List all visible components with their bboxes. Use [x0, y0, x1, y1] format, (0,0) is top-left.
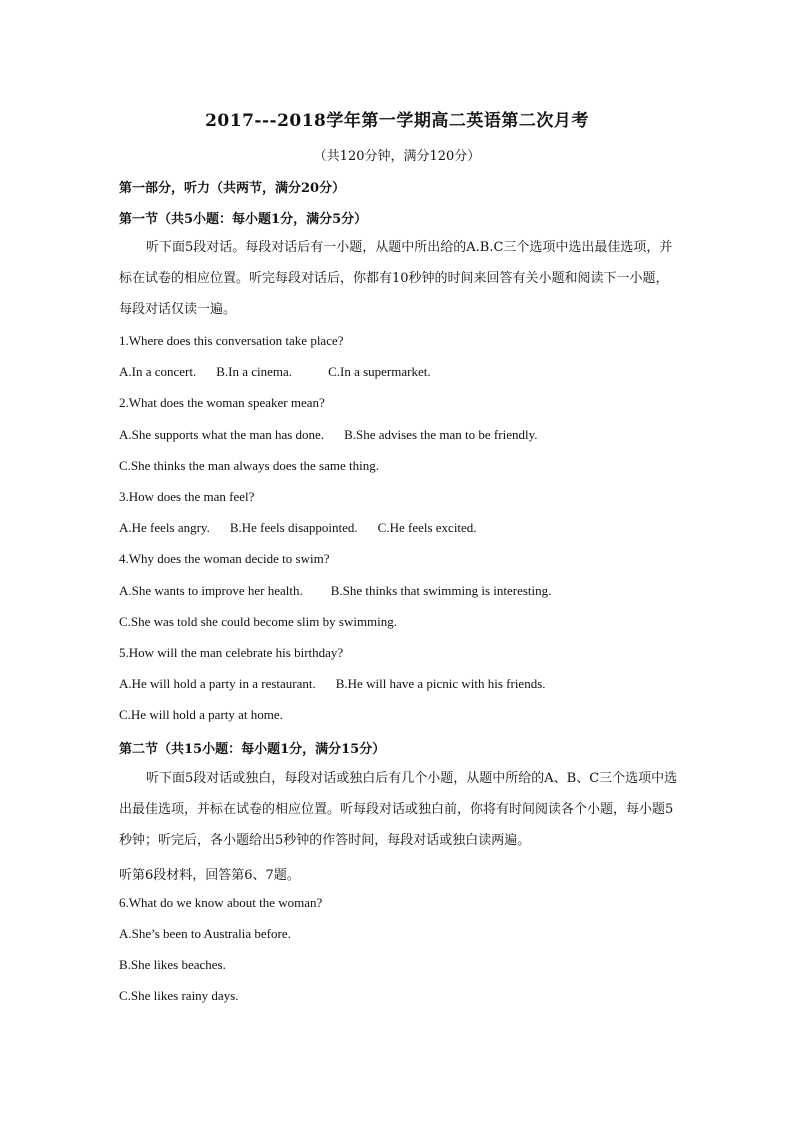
- section1-heading: 第一节（共5小题：每小题1分，满分5分）: [119, 212, 368, 227]
- question-6-option-c: C.She likes rainy days.: [119, 988, 239, 1003]
- section1-instructions: 听下面5段对话。每段对话后有一小题，从题中所出给的A.B.C三个选项中选出最佳选项，并标在试卷的相应位置。听完每段对话后，你都有10秒钟的时间来回答有关小题和阅读下一小题，每段对话仅读一遍。: [119, 240, 673, 317]
- question-1-option-a: A.In a concert.: [119, 364, 197, 379]
- question-4-options-ab: [119, 583, 571, 599]
- question-1-options: [119, 364, 451, 380]
- question-3-stem: 3.How does the man feel?: [119, 489, 255, 504]
- page-subtitle: （共120分钟，满分120分）: [313, 149, 481, 164]
- question-2-options-ab: [119, 427, 558, 443]
- part1-heading: 第一部分，听力（共两节，满分20分）: [119, 181, 346, 196]
- question-5-option-c: C.He will hold a party at home.: [119, 707, 283, 722]
- question-1-option-c: C.In a supermarket.: [328, 364, 431, 379]
- question-5-stem: 5.How will the man celebrate his birthday?: [119, 645, 344, 660]
- question-2-option-b: B.She advises the man to be friendly.: [344, 427, 538, 442]
- question-6-stem: 6.What do we know about the woman?: [119, 895, 323, 910]
- material-6-note: 听第6段材料，回答第6、7题。: [119, 868, 300, 883]
- question-1-stem: 1.Where does this conversation take place?: [119, 333, 344, 348]
- question-4-option-b: B.She thinks that swimming is interesting.: [330, 583, 552, 598]
- section2-instructions: 听下面5段对话或独白，每段对话或独白后有几个小题，从题中所给的A、B、C三个选项中选出最佳选项，并标在试卷的相应位置。听每段对话或独白前，你将有时间阅读各个小题，每小题5秒钟；听完后，各小题给出5秒钟的作答时间，每段对话或独白读两遍。: [119, 771, 678, 848]
- question-3-option-b: B.He feels disappointed.: [229, 520, 358, 535]
- page-title: 2017---2018学年第一学期高二英语第二次月考: [205, 111, 589, 131]
- question-4-option-a: A.She wants to improve her health.: [119, 583, 303, 598]
- question-5-option-b: B.He will have a picnic with his friends.: [335, 676, 546, 691]
- question-2-option-a: A.She supports what the man has done.: [119, 427, 325, 442]
- question-4-stem: 4.Why does the woman decide to swim?: [119, 551, 330, 566]
- question-5-options-ab: [119, 676, 566, 692]
- question-2-stem: 2.What does the woman speaker mean?: [119, 395, 325, 410]
- question-3-option-c: C.He feels excited.: [377, 520, 477, 535]
- question-6-option-a: A.She’s been to Australia before.: [119, 926, 291, 941]
- question-2-option-c: C.She thinks the man always does the same thing.: [119, 458, 379, 473]
- question-5-option-a: A.He will hold a party in a restaurant.: [119, 676, 316, 691]
- question-6-option-b: B.She likes beaches.: [119, 957, 226, 972]
- question-1-option-b: B.In a cinema.: [216, 364, 293, 379]
- question-4-option-c: C.She was told she could become slim by swimming.: [119, 614, 398, 629]
- question-3-options: [119, 520, 497, 536]
- question-3-option-a: A.He feels angry.: [119, 520, 210, 535]
- section2-heading: 第二节（共15小题：每小题1分，满分15分）: [119, 742, 386, 757]
